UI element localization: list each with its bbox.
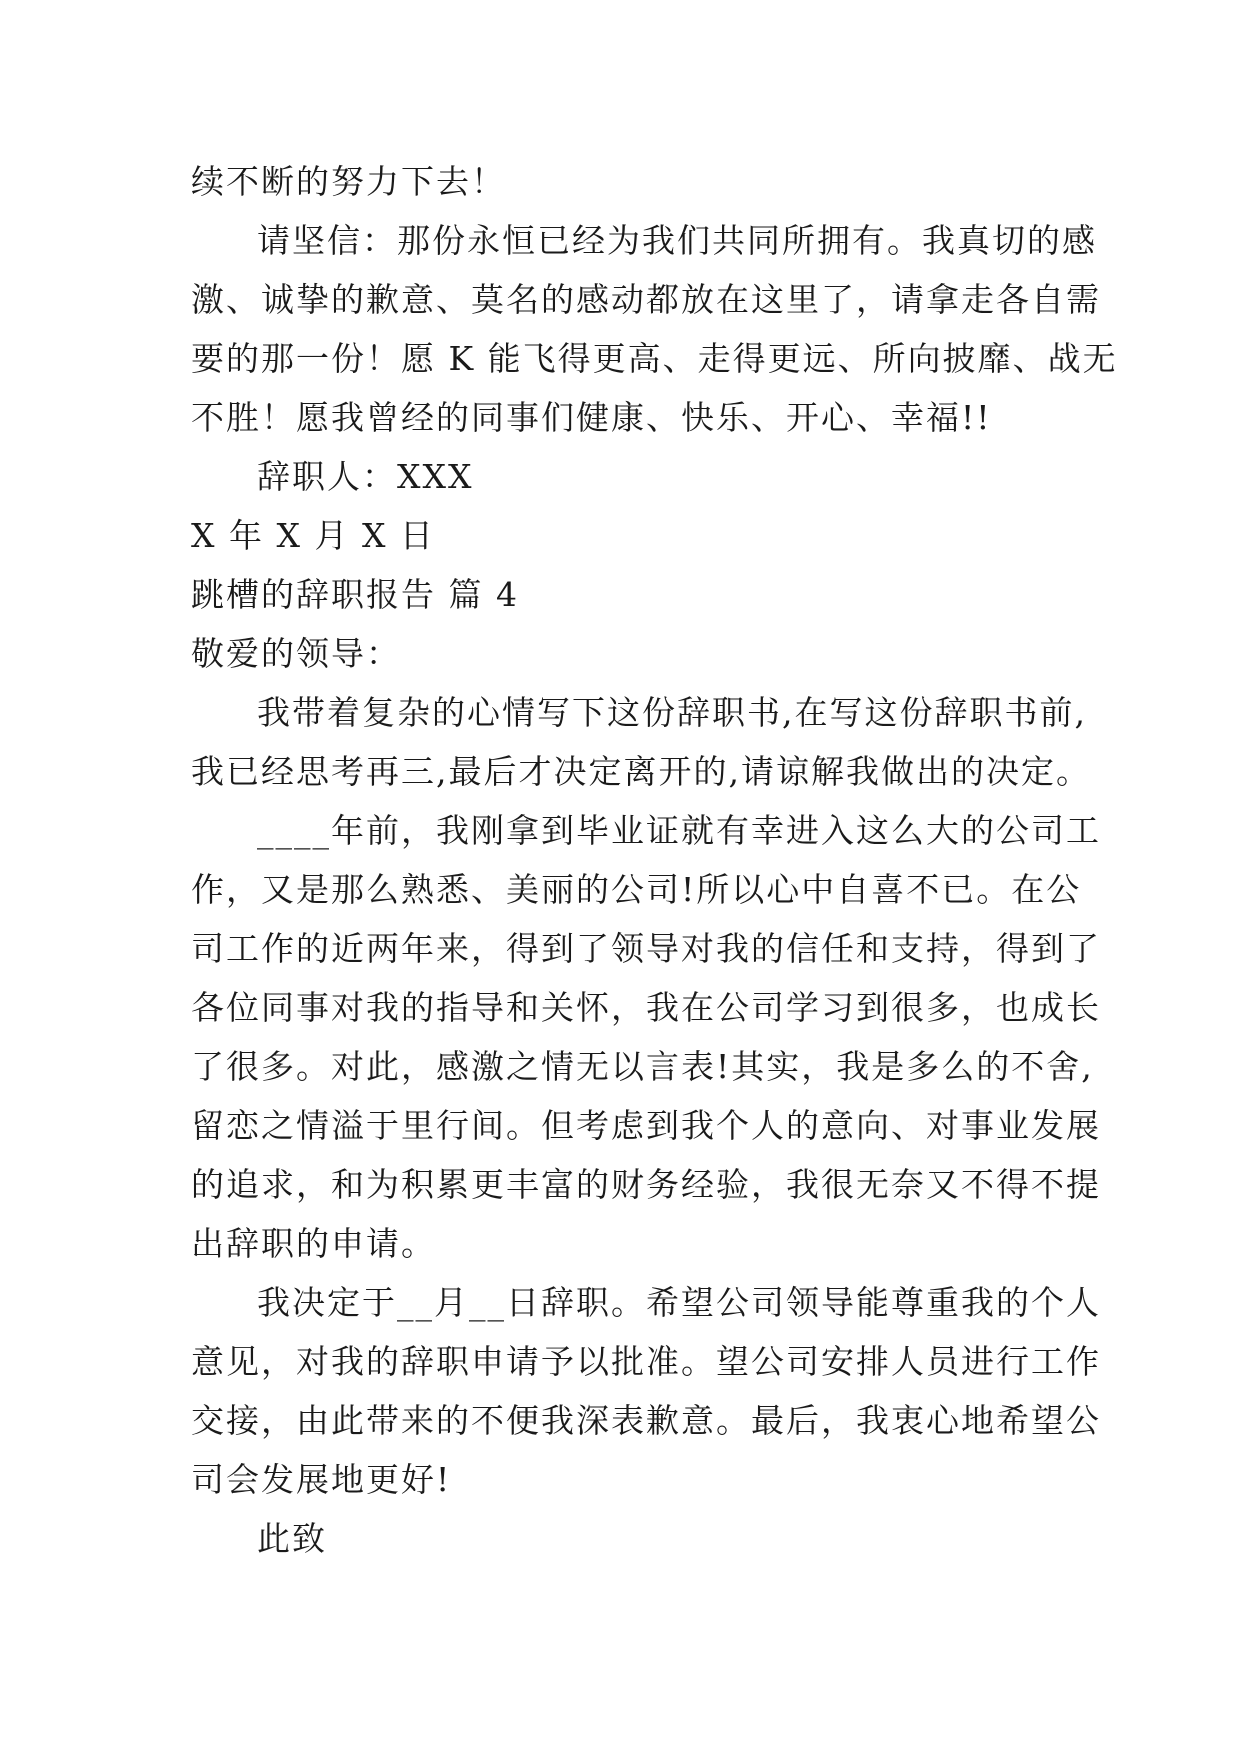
text-line: 请坚信：那份永恒已经为我们共同所拥有。我真切的感	[257, 221, 1097, 260]
text-line: 要的那一份！愿 K 能飞得更高、走得更远、所向披靡、战无	[191, 339, 1118, 378]
text-line: 我决定于__月__日辞职。希望公司领导能尊重我的个人	[257, 1283, 1101, 1322]
text-line: 激、诚挚的歉意、莫名的感动都放在这里了，请拿走各自需	[191, 280, 1101, 319]
text-line: 留恋之情溢于里行间。但考虑到我个人的意向、对事业发展	[191, 1106, 1101, 1145]
text-line: 我已经思考再三,最后才决定离开的,请谅解我做出的决定。	[191, 752, 1091, 791]
text-line: 我带着复杂的心情写下这份辞职书,在写这份辞职书前,	[257, 693, 1087, 732]
text-line: 续不断的努力下去！	[191, 162, 506, 201]
text-line: 交接，由此带来的不便我深表歉意。最后，我衷心地希望公	[191, 1401, 1101, 1440]
text-line: 出辞职的申请。	[191, 1224, 436, 1263]
signature-line: 辞职人：XXX	[257, 457, 474, 496]
text-line: 不胜！愿我曾经的同事们健康、快乐、开心、幸福!!	[191, 398, 992, 437]
text-line: 作，又是那么熟悉、美丽的公司!所以心中自喜不已。在公	[191, 870, 1082, 909]
text-line: 司工作的近两年来，得到了领导对我的信任和支持，得到了	[191, 929, 1101, 968]
salutation: 敬爱的领导：	[191, 634, 401, 673]
text-line: ____年前，我刚拿到毕业证就有幸进入这么大的公司工	[257, 811, 1101, 850]
text-line: 各位同事对我的指导和关怀，我在公司学习到很多，也成长	[191, 988, 1101, 1027]
text-line: 司会发展地更好!	[191, 1460, 452, 1499]
text-line: 的追求，和为积累更丰富的财务经验，我很无奈又不得不提	[191, 1165, 1101, 1204]
closing-line: 此致	[257, 1519, 327, 1558]
text-line: 意见，对我的辞职申请予以批准。望公司安排人员进行工作	[191, 1342, 1101, 1381]
section-title: 跳槽的辞职报告 篇 4	[191, 575, 519, 614]
date-line: X 年 X 月 X 日	[191, 516, 435, 555]
text-line: 了很多。对此，感激之情无以言表!其实，我是多么的不舍,	[191, 1047, 1094, 1086]
document-body	[191, 152, 1118, 1568]
